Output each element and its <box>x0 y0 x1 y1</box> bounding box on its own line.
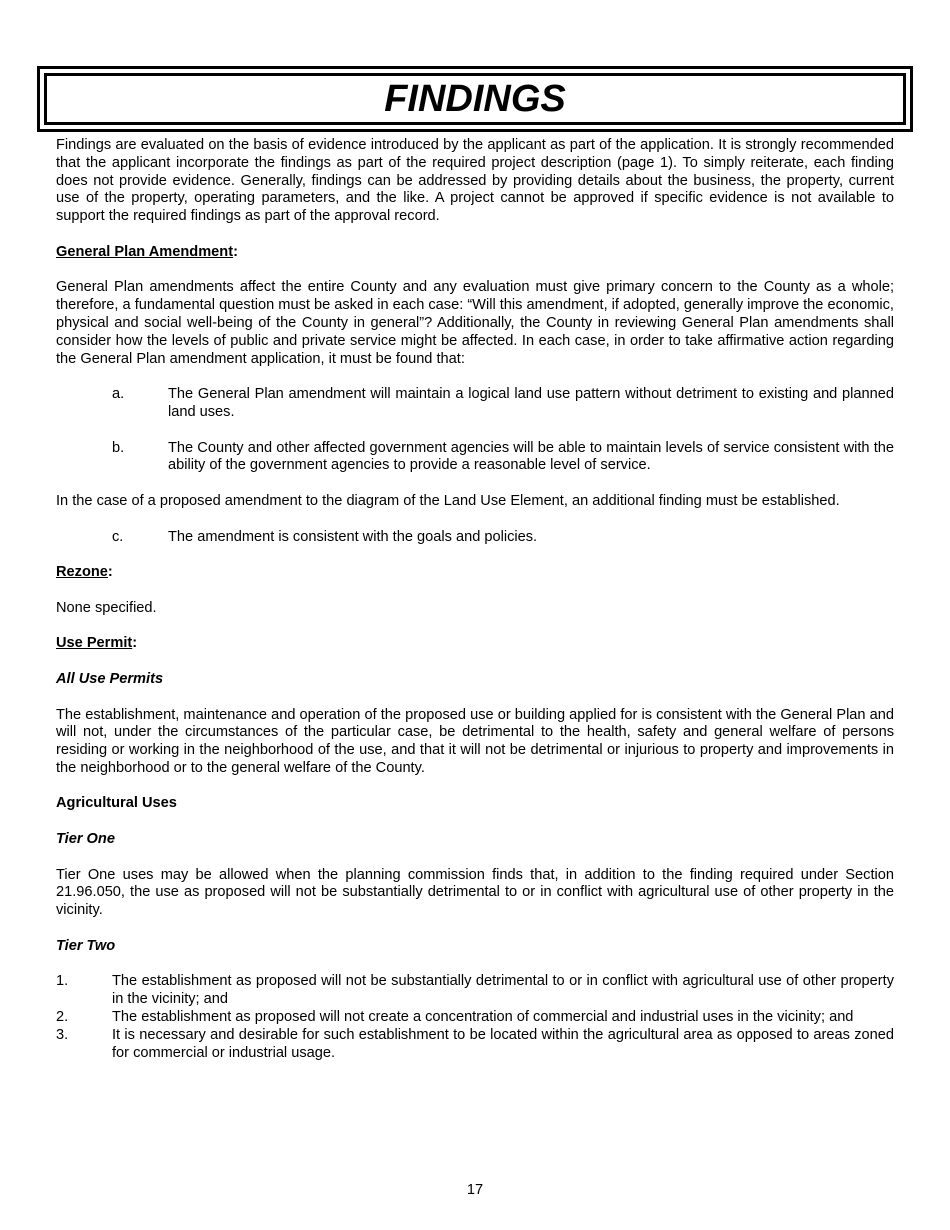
tier-two-heading: Tier Two <box>56 937 116 954</box>
rezone-heading: Rezone: <box>56 564 113 581</box>
intro-paragraph: Findings are evaluated on the basis of evidence introduced by the applicant as part of the application. It is strongly recommended that the applicant incorporate the findings as part of the required project description (page 1). To simply reiterate, each finding does not provide evidence. Generally, findings can be addressed by providing details about the business, the property, current use of the property, operating parameters, and the like. A project cannot be approved if specific evidence is not available to support the required findings as part of the approval record. <box>56 137 894 225</box>
list-item-text: The amendment is consistent with the goals and policies. <box>168 528 538 545</box>
rezone-body: None specified. <box>56 599 157 616</box>
gpa-heading: General Plan Amendment: <box>56 243 238 260</box>
tier-one-heading: Tier One <box>56 831 115 848</box>
land-use-note: In the case of a proposed amendment to the diagram of the Land Use Element, an additional finding must be established. <box>56 492 840 509</box>
page-title: FINDINGS <box>384 78 566 120</box>
use-permit-heading: Use Permit: <box>56 635 138 652</box>
tier-two-item-2 <box>56 1009 894 1027</box>
gpa-body: General Plan amendments affect the entire County and any evaluation must give primary concern to the County as a whole; therefore, a fundamental question must be asked in each case: “Will this amendment, if adopted, generally improve the economic, physical and social well-being of the County in general”? Additionally, the County in reviewing General Plan amendments shall consider how the levels of public and private service might be affected. In each case, in order to take affirmative action regarding the General Plan amendment application, it must be found that: <box>56 279 894 367</box>
list-item-text: The County and other affected government agencies will be able to maintain levels of service consistent with the ability of the government agencies to provide a reasonable level of service. <box>168 439 894 474</box>
title-box <box>37 66 913 132</box>
gpa-item-b <box>112 440 894 476</box>
list-marker: 2. <box>56 1009 69 1026</box>
tier-one-body: Tier One uses may be allowed when the planning commission finds that, in addition to the finding required under Section 21.96.050, the use as proposed will not be substantially detrimental to or in conflict with agricultural use of other property in the vicinity. <box>56 866 894 919</box>
agricultural-uses-heading: Agricultural Uses <box>56 795 177 812</box>
list-marker: 3. <box>56 1026 69 1043</box>
list-marker: b. <box>112 439 125 456</box>
document-content <box>56 137 894 1062</box>
all-use-permits-heading: All Use Permits <box>56 670 164 687</box>
tier-two-item-3 <box>56 1027 894 1063</box>
list-marker: 1. <box>56 973 69 990</box>
list-marker: a. <box>112 386 125 403</box>
all-use-permits-body: The establishment, maintenance and operation of the proposed use or building applied for is consistent with the General Plan and will not, under the circumstances of the particular case, be detrimental to the health, safety and general welfare of persons residing or working in the neighborhood of the use, and that it will not be detrimental or injurious to property and improvements in the neighborhood or to the general welfare of the County. <box>56 706 894 776</box>
list-item-text: It is necessary and desirable for such establishment to be located within the agricultural area as opposed to areas zoned for commercial or industrial usage. <box>112 1026 894 1061</box>
list-item-text: The General Plan amendment will maintain a logical land use pattern without detriment to existing and planned land uses. <box>168 386 894 420</box>
title-inner-border <box>44 73 906 125</box>
list-item-text: The establishment as proposed will not create a concentration of commercial and industrial uses in the vicinity; and <box>112 1009 854 1026</box>
gpa-item-c <box>112 529 894 547</box>
list-item-text: The establishment as proposed will not be substantially detrimental to or in conflict with agricultural use of other property in the vicinity; and <box>112 973 894 1008</box>
tier-two-item-1 <box>56 973 894 1009</box>
list-marker: c. <box>112 528 124 545</box>
page-number: 17 <box>466 1182 484 1198</box>
gpa-item-a <box>112 386 894 422</box>
